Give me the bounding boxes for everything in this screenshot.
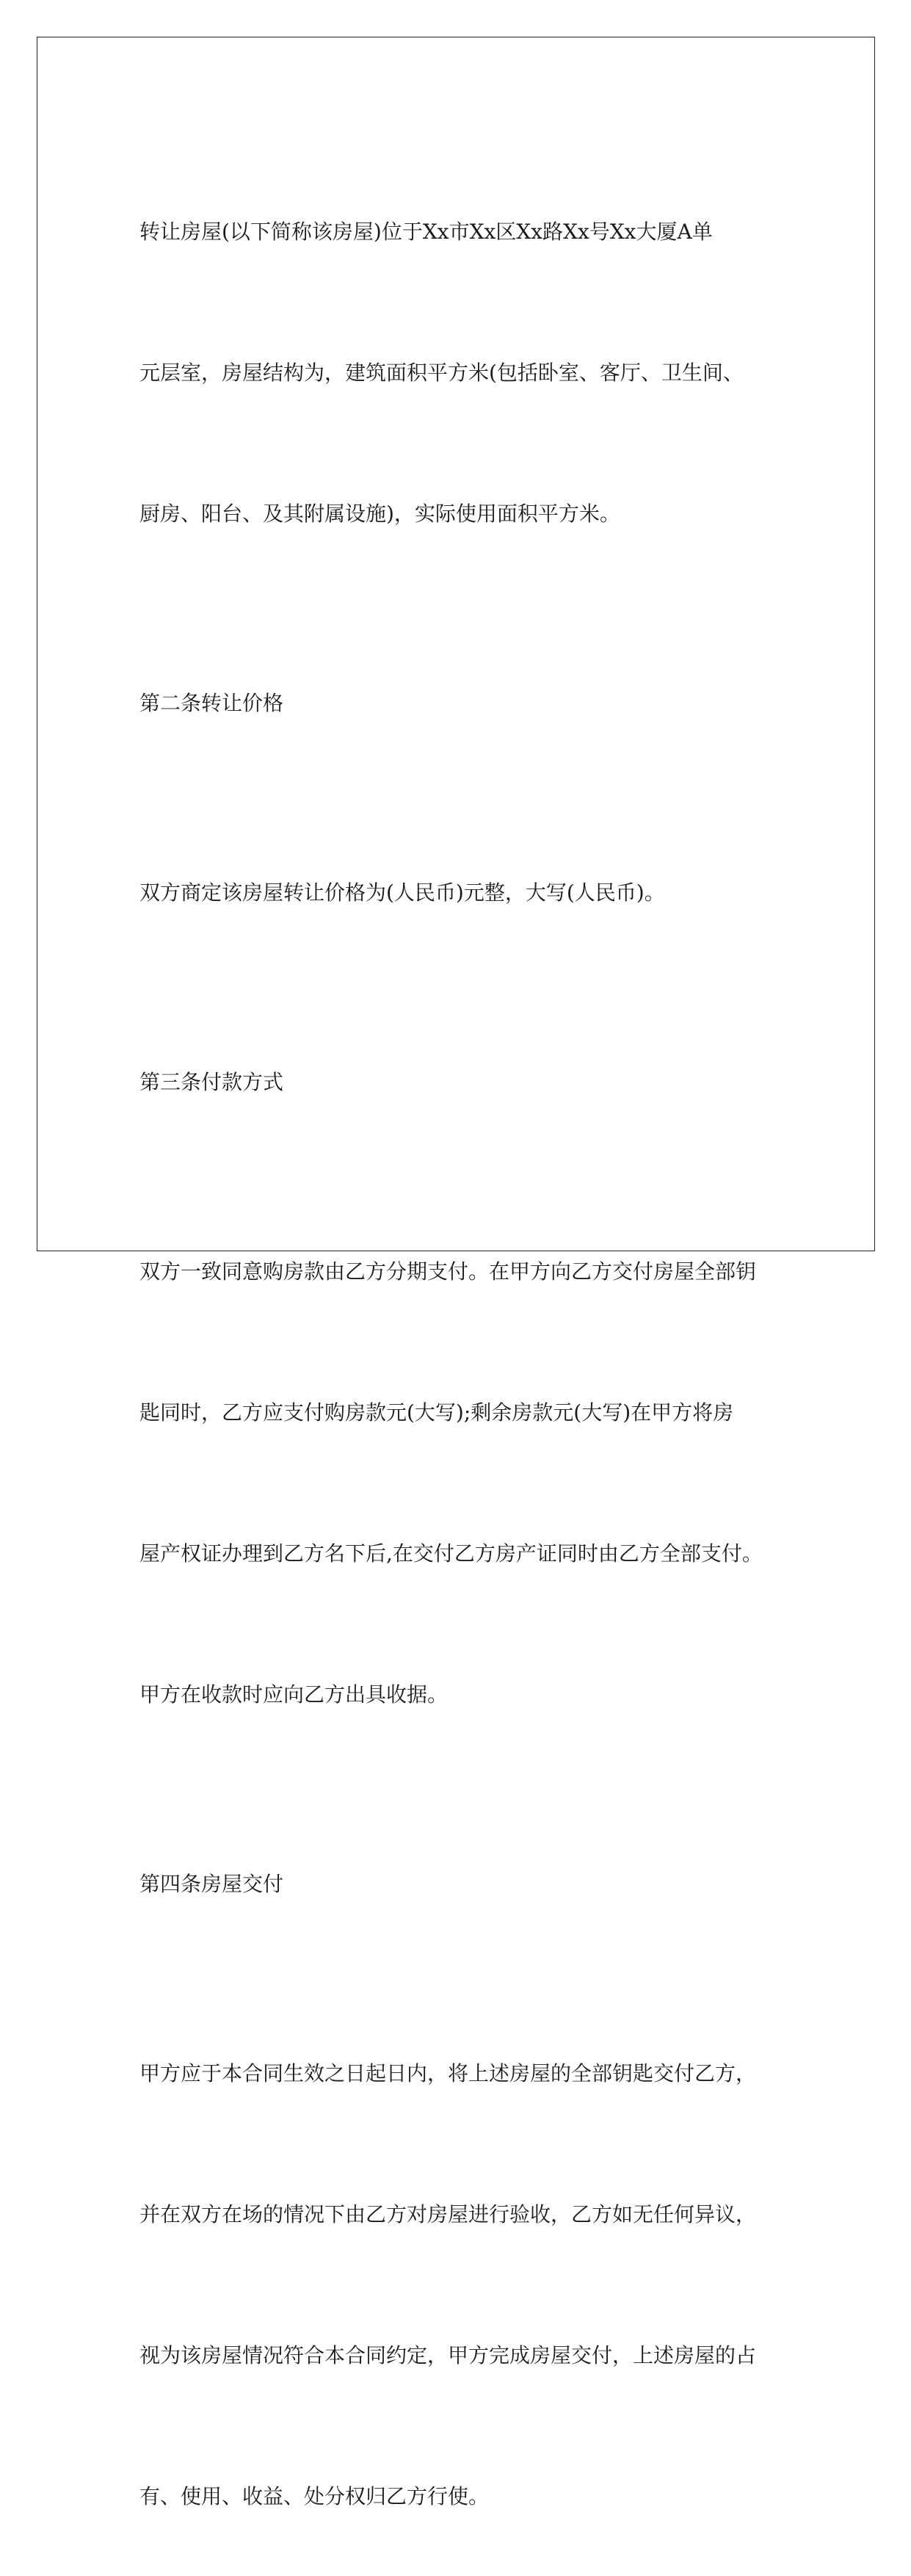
- heading-article-2: 第二条转让价格: [139, 691, 284, 715]
- text-line: 双方商定该房屋转让价格为(人民币)元整，大写(人民币)。: [139, 880, 665, 905]
- paragraph-transfer-price: [139, 775, 785, 1010]
- document-body: [139, 115, 785, 2576]
- text-line: 双方一致同意购房款由乙方分期支付。在甲方向乙方交付房屋全部钥: [139, 1259, 757, 1284]
- text-line: 甲方在收款时应向乙方出具收据。: [139, 1682, 449, 1707]
- text-line: 有、使用、收益、处分权归乙方行使。: [139, 2484, 490, 2508]
- paragraph-payment-method: [139, 1154, 785, 1812]
- paragraph-house-delivery: [139, 1956, 785, 2576]
- text-line: 视为该房屋情况符合本合同约定，甲方完成房屋交付，上述房屋的占: [139, 2343, 757, 2367]
- text-line: 转让房屋(以下简称该房屋)位于Xx市Xx区Xx路Xx号Xx大厦A单: [139, 220, 713, 244]
- heading-article-4: 第四条房屋交付: [139, 1872, 284, 1896]
- text-line: 屋产权证办理到乙方名下后,在交付乙方房产证同时由乙方全部支付。: [139, 1541, 763, 1566]
- heading-article-3: 第三条付款方式: [139, 1070, 284, 1094]
- text-line: 并在双方在场的情况下由乙方对房屋进行验收，乙方如无任何异议，: [139, 2202, 757, 2226]
- text-line: 甲方应于本合同生效之日起日内，将上述房屋的全部钥匙交付乙方，: [139, 2061, 757, 2085]
- text-line: 元层室，房屋结构为，建筑面积平方米(包括卧室、客厅、卫生间、: [139, 361, 744, 385]
- text-line: 匙同时，乙方应支付购房款元(大写);剩余房款元(大写)在甲方将房: [139, 1400, 734, 1425]
- text-line: 厨房、阳台、及其附属设施)，实际使用面积平方米。: [139, 502, 620, 526]
- paragraph-property-description: [139, 115, 785, 632]
